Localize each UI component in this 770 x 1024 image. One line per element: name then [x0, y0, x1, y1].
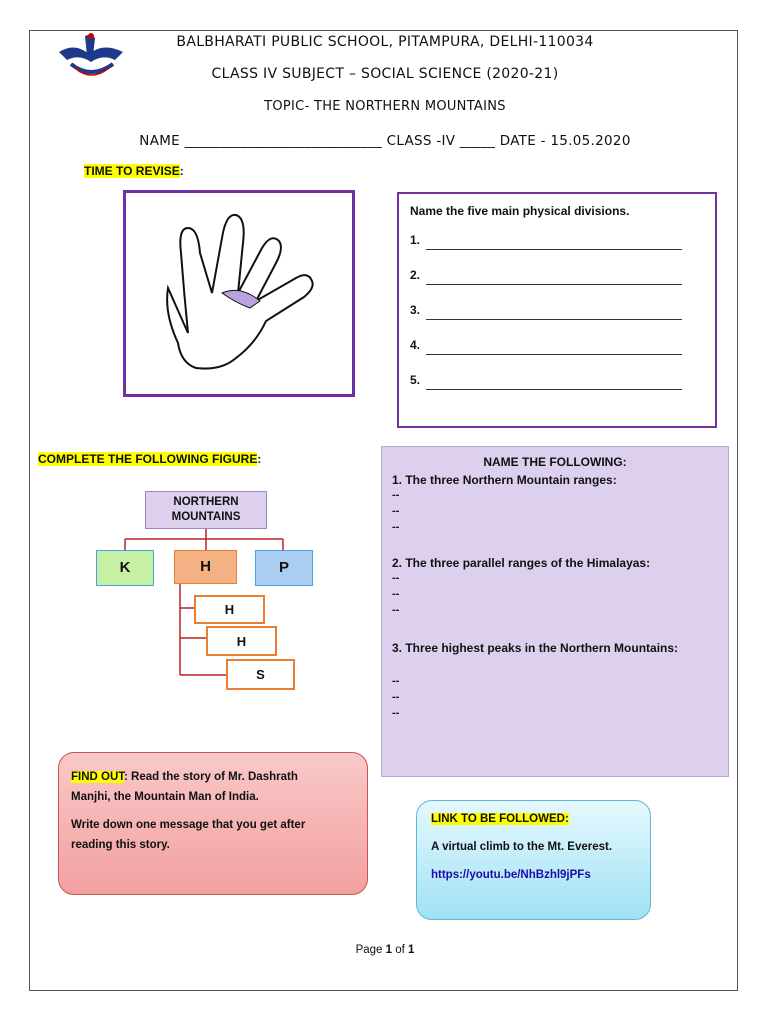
find-out-line-2: Manjhi, the Mountain Man of India.	[71, 791, 259, 803]
answer-blank[interactable]	[426, 270, 682, 285]
link-heading: LINK TO BE FOLLOWED:	[431, 813, 569, 825]
school-name: BALBHARATI PUBLIC SCHOOL, PITAMPURA, DELHI-110034	[176, 34, 594, 50]
purvanchal-node: P	[255, 550, 313, 586]
answer-lines	[410, 230, 715, 405]
name-the-following-box	[381, 446, 729, 777]
name-class-date-line: NAME ____________________________ CLASS -IV _____ DATE - 15.05.2020	[139, 133, 631, 149]
answer-blank[interactable]	[426, 305, 682, 320]
class-subject: CLASS IV SUBJECT – SOCIAL SCIENCE (2020-21)	[211, 66, 559, 82]
answer-line-2: 2.	[410, 265, 715, 300]
answer-blank[interactable]	[426, 340, 682, 355]
answer-dash[interactable]: --	[392, 675, 400, 687]
time-to-revise-heading: TIME TO REVISE:	[84, 164, 184, 178]
link-description: A virtual climb to the Mt. Everest.	[431, 841, 613, 853]
youtube-link[interactable]: https://youtu.be/NhBzhl9jPFs	[431, 869, 591, 881]
topic-title: TOPIC- THE NORTHERN MOUNTAINS	[264, 99, 506, 114]
answer-dash[interactable]: --	[392, 588, 400, 600]
answer-dash[interactable]: --	[392, 572, 400, 584]
name-following-heading: NAME THE FOLLOWING:	[483, 455, 627, 469]
answer-dash[interactable]: --	[392, 505, 400, 517]
answer-line-4: 4.	[410, 335, 715, 370]
answer-blank[interactable]	[426, 235, 682, 250]
page-footer: Page 1 of 1	[355, 944, 415, 956]
find-out-line-1: FIND OUT: Read the story of Mr. Dashrath	[71, 771, 298, 783]
complete-figure-heading: COMPLETE THE FOLLOWING FIGURE:	[38, 452, 262, 466]
find-out-box	[58, 752, 368, 895]
question-2: 2. The three parallel ranges of the Himalayas:	[392, 556, 651, 570]
shiwaliks-node: S	[226, 659, 295, 690]
school-logo	[55, 32, 127, 84]
himachal-node: H	[206, 626, 277, 656]
answer-line-3: 3.	[410, 300, 715, 335]
answer-dash[interactable]: --	[392, 691, 400, 703]
answer-dash[interactable]: --	[392, 604, 400, 616]
physical-divisions-box	[397, 192, 717, 428]
answer-line-1: 1.	[410, 230, 715, 265]
question-1: 1. The three Northern Mountain ranges:	[392, 473, 617, 487]
answer-dash[interactable]: --	[392, 489, 400, 501]
link-box	[416, 800, 651, 920]
find-out-line-3: Write down one message that you get after	[71, 819, 306, 831]
physical-divisions-question: Name the five main physical divisions.	[410, 204, 630, 218]
answer-dash[interactable]: --	[392, 521, 400, 533]
himadri-node: H	[194, 595, 265, 624]
northern-mountains-node: NORTHERN MOUNTAINS	[145, 491, 267, 529]
answer-line-5: 5.	[410, 370, 715, 405]
karakoram-node: K	[96, 550, 154, 586]
find-out-line-4: reading this story.	[71, 839, 170, 851]
answer-dash[interactable]: --	[392, 707, 400, 719]
question-3: 3. Three highest peaks in the Northern Mountains:	[392, 641, 679, 655]
hand-image-box	[123, 190, 355, 397]
answer-blank[interactable]	[426, 375, 682, 390]
link-url-line	[431, 869, 636, 881]
hand-icon	[126, 193, 352, 394]
himalayas-node: H	[174, 550, 237, 584]
